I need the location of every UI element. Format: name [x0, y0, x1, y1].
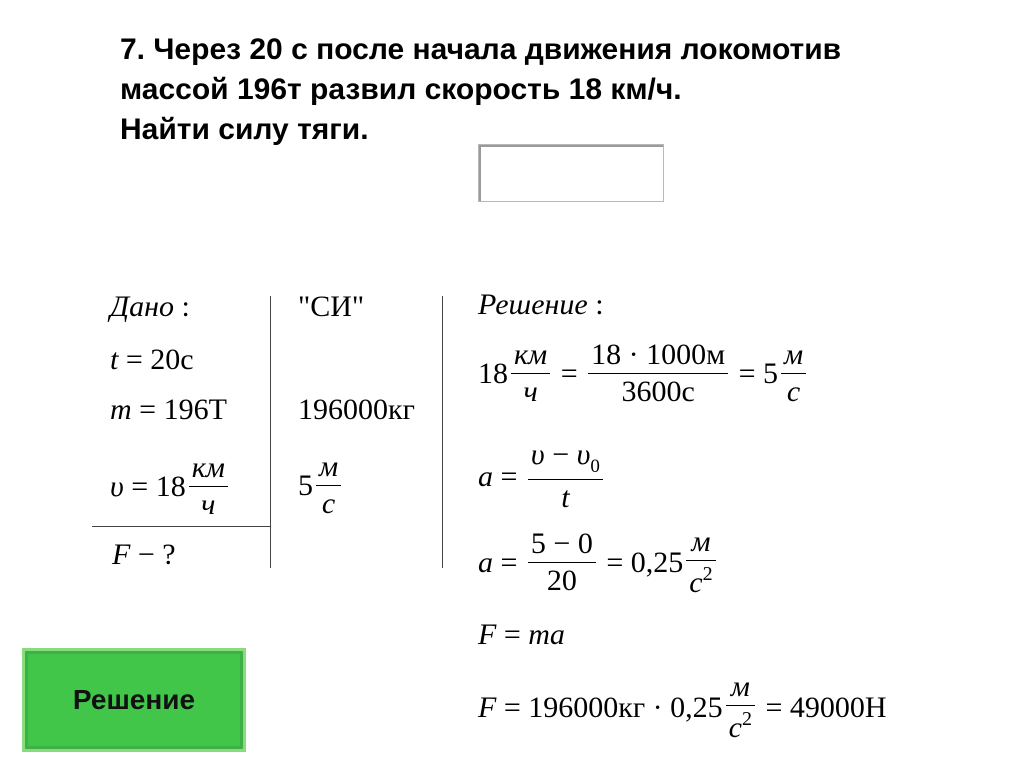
given-find: F − ? [112, 538, 176, 571]
problem-line-2: массой 196т развил скорость 18 км/ч. [120, 73, 682, 106]
acceleration-calc: a = $\frac{5 - 0}{20}$ = 0,25 $\frac{м}{с^2}$ [478, 527, 719, 598]
solution-button[interactable] [22, 648, 246, 752]
si-header: "СИ" [298, 290, 365, 323]
given-time: t = 20с [110, 343, 194, 376]
problem-line-1: 7. Через 20 с после начала движения локомотив [120, 33, 842, 66]
acceleration-formula: a = $\frac{\upsilon - \upsilon_0}{t}$ [478, 440, 606, 513]
given-velocity: υ = 18 $\frac{км}{ч}$ [110, 453, 231, 520]
given-divider [270, 296, 271, 568]
force-result: F = 196000кг · 0,25 $\frac{м}{с^2}$ = 49000Н [478, 670, 887, 744]
problem-line-3: Найти силу тяги. [120, 113, 369, 146]
problem-statement [120, 30, 980, 150]
newton-law: F = ma [478, 618, 565, 651]
solution-header: Решение : [478, 288, 604, 321]
find-divider [92, 526, 271, 527]
unit-conversion: 18 $\frac{км}{ч}$ = $\frac{18 \cdot 1000м}{3600с}$ = 5 $\frac{м}{с}$ [478, 340, 809, 407]
given-velocity-unit: $\frac{км}{ч}$ [189, 453, 228, 520]
given-header: Дано : [110, 290, 190, 323]
answer-box[interactable] [478, 144, 664, 202]
si-velocity-unit: $\frac{м}{с}$ [316, 452, 341, 519]
solution-button-label: Решение [72, 684, 196, 715]
si-velocity: 5 $\frac{м}{с}$ [298, 452, 344, 519]
given-mass: m = 196Т [110, 393, 227, 426]
si-mass: 196000кг [298, 393, 415, 426]
solution-divider [442, 296, 443, 568]
